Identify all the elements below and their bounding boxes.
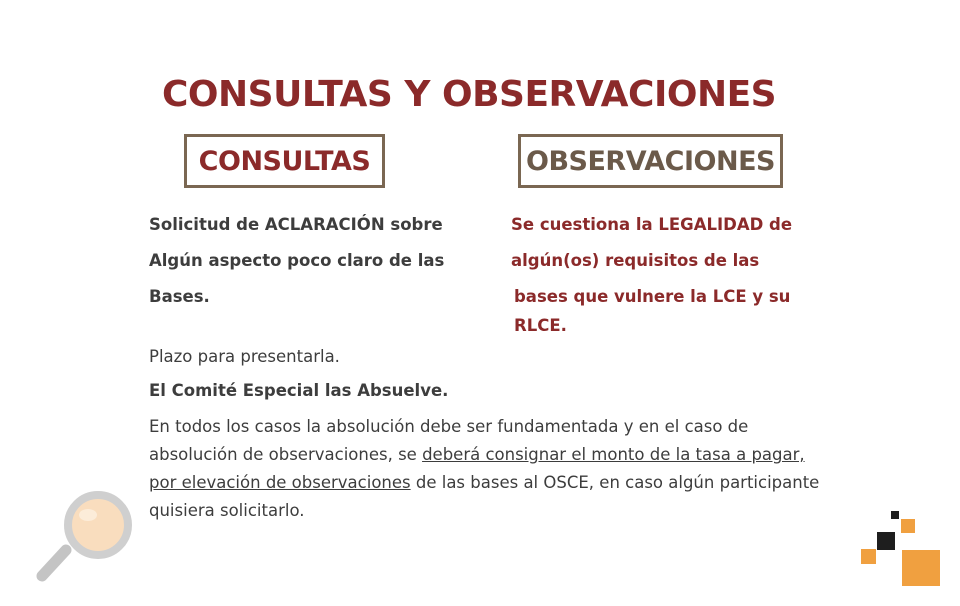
right-line-2: algún(os) requisitos de las [511, 251, 760, 270]
left-line-2: Algún aspecto poco claro de las [149, 251, 445, 270]
plazo-text: Plazo para presentarla. [149, 347, 340, 366]
left-line-3: Bases. [149, 287, 210, 306]
right-line-1: Se cuestiona la LEGALIDAD de [511, 215, 793, 234]
page-title: CONSULTAS Y OBSERVACIONES [162, 74, 777, 115]
observaciones-box: OBSERVACIONES [518, 134, 783, 188]
paragraph-underlined: deberá consignar el monto de la tasa a pagar, por elevación de observaciones [149, 445, 805, 492]
right-line-4: RLCE. [514, 316, 567, 335]
magnifier-icon [32, 490, 142, 590]
square-black [877, 532, 895, 550]
right-line-3: bases que vulnere la LCE y su [514, 287, 791, 306]
comite-text: El Comité Especial las Absuelve. [149, 381, 449, 400]
paragraph-part-1: En todos los casos la absolución debe ser fundamentada y en el caso de absolución de observaciones, se [149, 417, 749, 464]
square-small [891, 511, 899, 519]
body-paragraph [149, 413, 829, 525]
paragraph-part-2: de las bases al OSCE, en caso algún participante quisiera solicitarlo. [149, 473, 820, 520]
square-orange-small [901, 519, 915, 533]
square-orange-large [902, 550, 940, 586]
square-orange-left [861, 549, 876, 564]
left-line-1: Solicitud de ACLARACIÓN sobre [149, 215, 443, 234]
consultas-box: CONSULTAS [184, 134, 385, 188]
